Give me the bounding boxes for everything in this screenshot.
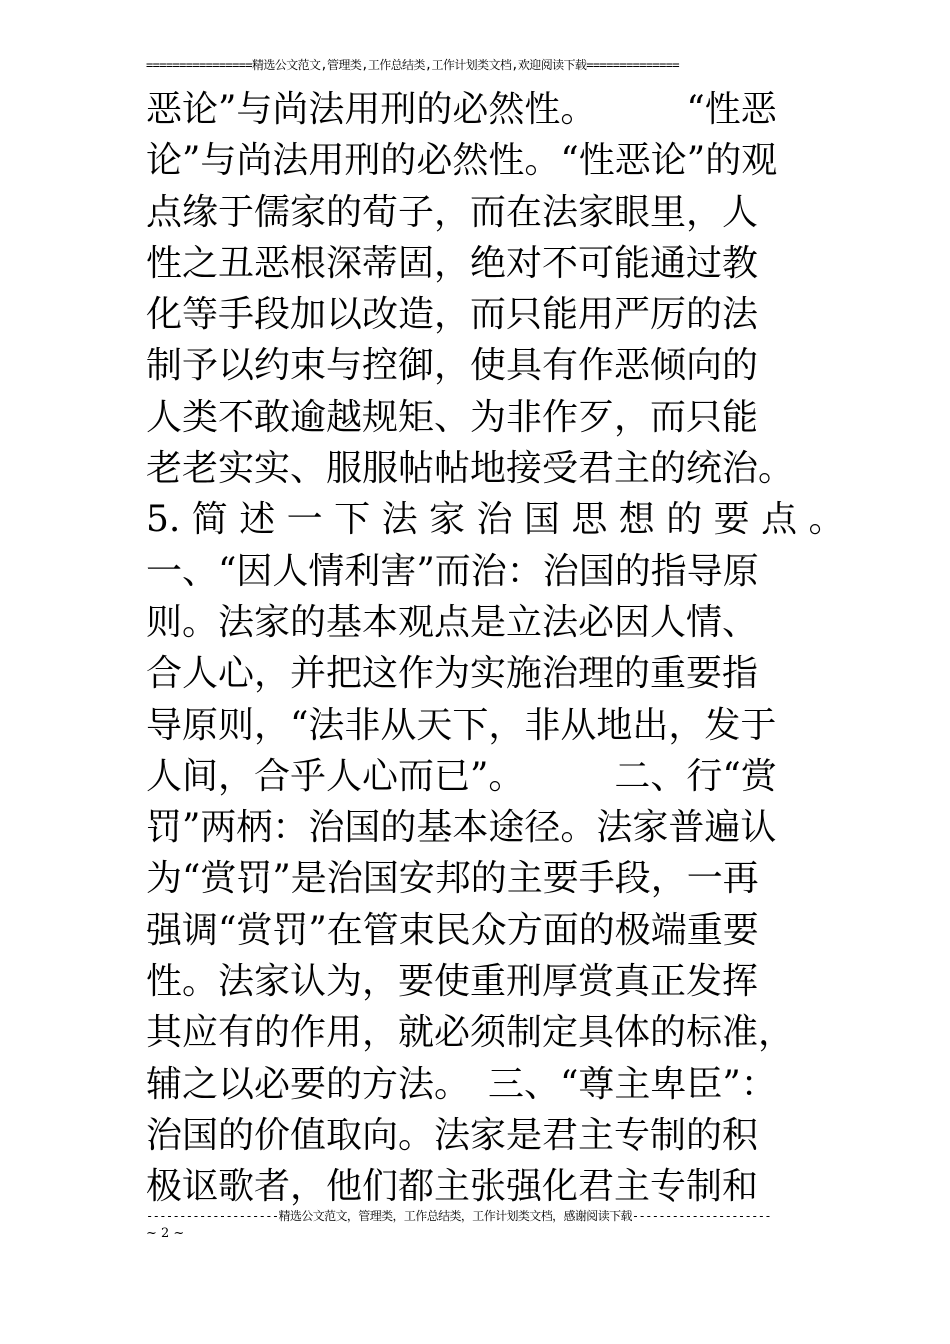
text-line: 制予以约束与控御，使具有作恶倾向的 bbox=[146, 345, 759, 387]
text-line: 论”与尚法用刑的必然性。“性恶论”的观 bbox=[146, 140, 778, 182]
text-line: 辅之以必要的方法。 三、“尊主卑臣”： bbox=[146, 1063, 777, 1105]
text-line: 性之丑恶根深蒂固，绝对不可能通过教 bbox=[146, 242, 759, 284]
text-line: 人间，合乎人心而已”。 二、行“赏 bbox=[146, 755, 777, 797]
text-line: 其应有的作用，就必须制定具体的标准， bbox=[146, 1012, 795, 1054]
question-heading: 5. 简 述 一 下 法 家 治 国 思 想 的 要 点 。 bbox=[146, 499, 845, 541]
text-line: 一、“因人情利害”而治：治国的指导原 bbox=[146, 550, 759, 592]
text-line: 极讴歌者，他们都主张强化君主专制和 bbox=[146, 1166, 759, 1208]
document-body bbox=[146, 84, 845, 1213]
text-line: 强调“赏罚”在管束民众方面的极端重要 bbox=[146, 909, 759, 951]
text-line: 恶论”与尚法用刑的必然性。 “性恶 bbox=[146, 89, 777, 130]
text-line: 化等手段加以改造，而只能用严厉的法 bbox=[146, 294, 759, 336]
text-line: 罚”两柄：治国的基本途径。法家普遍认 bbox=[146, 807, 777, 849]
text-line: 为“赏罚”是治国安邦的主要手段，一再 bbox=[146, 858, 759, 900]
text-line: 点缘于儒家的荀子，而在法家眼里，人 bbox=[146, 191, 759, 233]
page-number: ~ 2 ~ bbox=[146, 1226, 185, 1241]
text-line: 性。法家认为，要使重刑厚赏真正发挥 bbox=[146, 961, 759, 1003]
text-line: 治国的价值取向。法家是君主专制的积 bbox=[146, 1114, 759, 1156]
text-line: 老老实实、服服帖帖地接受君主的统治。 bbox=[146, 448, 795, 490]
page-footer: --------------------精选公文范文，管理类，工作总结类，工作计划类文档，感谢阅读下载--------------------- bbox=[146, 1209, 772, 1223]
page-header: ================精选公文范文,管理类,工作总结类,工作计划类文档,欢迎阅读下载============== bbox=[146, 58, 680, 72]
text-line: 人类不敢逾越规矩、为非作歹，而只能 bbox=[146, 396, 759, 438]
text-line: 导原则，“法非从天下，非从地出，发于 bbox=[146, 704, 777, 746]
text-line: 合人心，并把这作为实施治理的重要指 bbox=[146, 653, 759, 695]
text-line: 则。法家的基本观点是立法必因人情、 bbox=[146, 601, 759, 643]
